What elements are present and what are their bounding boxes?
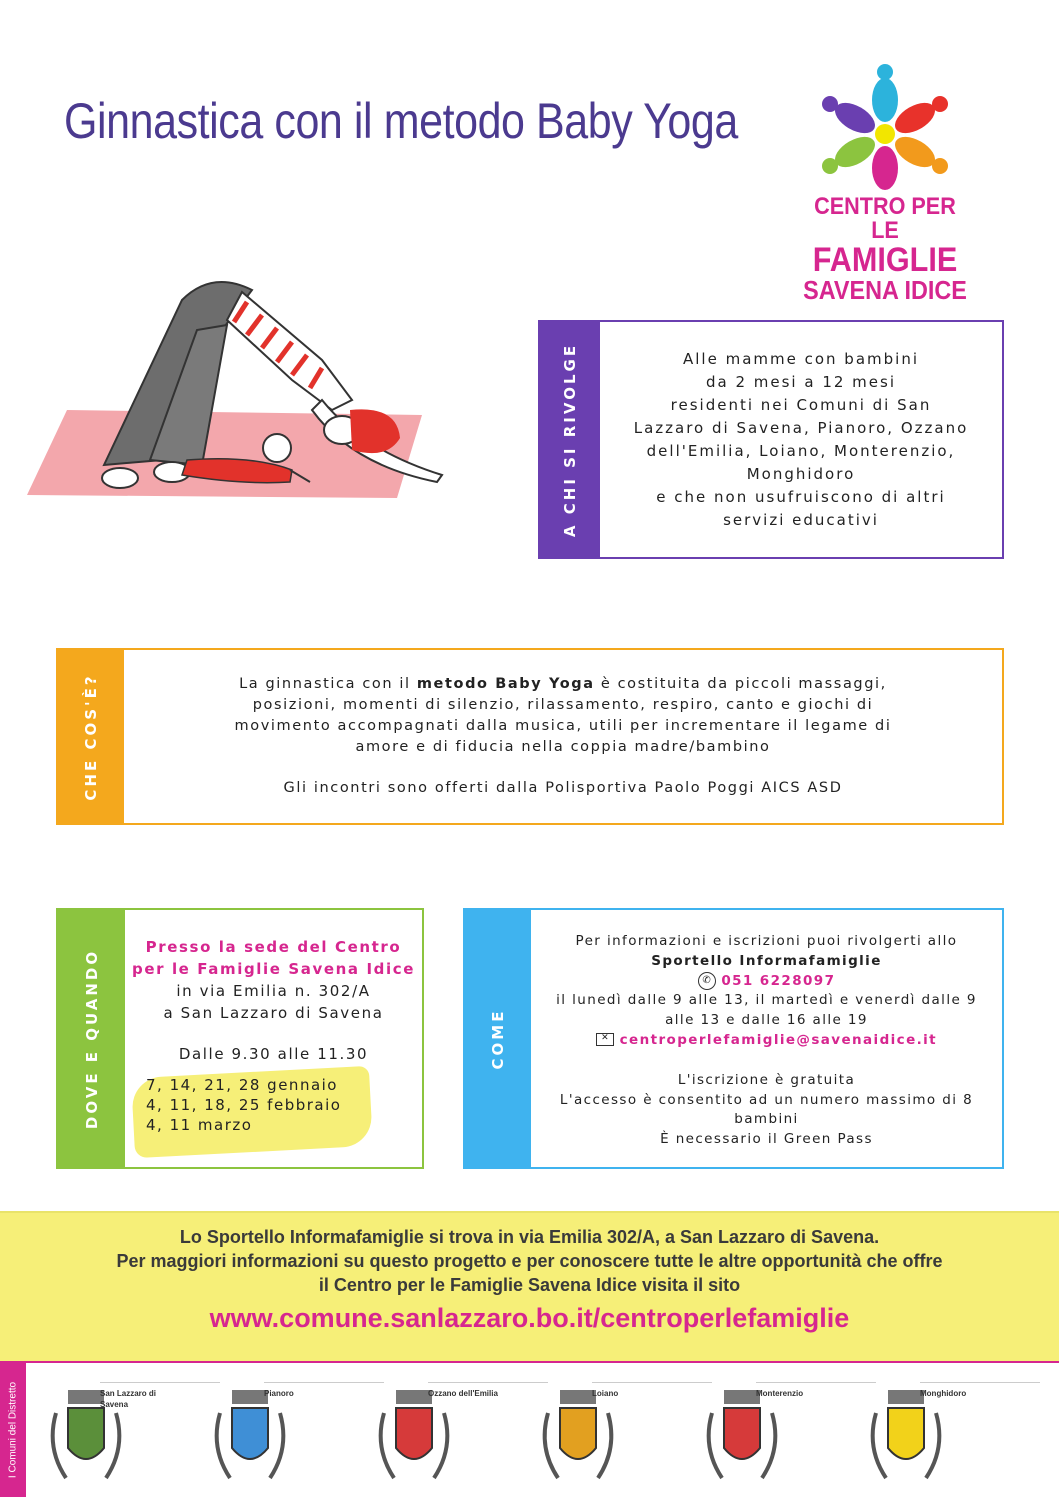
che-cose-line: amore e di fiducia nella coppia madre/bambino <box>355 739 771 755</box>
logo-line-3: SAVENA IDICE <box>803 275 967 305</box>
date-line: 7, 14, 21, 28 gennaio <box>146 1076 338 1094</box>
centro-famiglie-logo <box>790 60 980 305</box>
info-line: Per informazioni e iscrizioni puoi rivolgerti allo <box>575 933 958 949</box>
mail-icon: ✕ <box>596 1033 614 1046</box>
date-line: 4, 11 marzo <box>146 1116 253 1134</box>
crest-label: Ozzano dell'Emilia <box>428 1389 498 1398</box>
dove-quando-tab <box>58 910 125 1167</box>
place-line-1: Presso la sede del Centro <box>145 938 402 956</box>
crest-monterenzio <box>692 1378 832 1490</box>
crest-monghidoro <box>856 1378 996 1490</box>
a-chi-line: Monghidoro <box>746 464 856 483</box>
address-line-1: in via Emilia n. 302/A <box>176 982 371 1000</box>
crest-san-lazzaro <box>36 1378 176 1490</box>
crest-pianoro <box>200 1378 340 1490</box>
crest-label: Monterenzio <box>756 1389 804 1398</box>
che-cose-line: posizioni, momenti di silenzio, rilassamento, respiro, canto e giochi di <box>252 697 874 713</box>
crest-label: Pianoro <box>264 1389 294 1398</box>
comuni-sidebar <box>0 1363 26 1497</box>
footer-line-2: Per maggiori informazioni su questo progetto e per conoscere tutte le altre opportunità che offre <box>116 1251 943 1271</box>
a-chi-line: Lazzaro di Savena, Pianoro, Ozzano <box>633 418 969 437</box>
website-link[interactable]: www.comune.sanlazzaro.bo.it/centroperlefamiglie <box>209 1303 850 1333</box>
intro-text: La ginnastica con il <box>239 676 417 692</box>
flower-logo-icon <box>790 60 980 195</box>
crest-label: Monghidoro <box>920 1389 967 1398</box>
a-chi-si-rivolge-tab <box>540 322 600 557</box>
intro-text-end: è costituita da piccoli massaggi, <box>594 676 887 692</box>
che-cose-intro <box>239 674 887 695</box>
a-chi-line: servizi educativi <box>723 510 879 529</box>
baby-yoga-illustration <box>22 270 462 515</box>
a-chi-line: e che non usufruiscono di altri <box>656 487 946 506</box>
date-line: 4, 11, 18, 25 febbraio <box>146 1096 342 1114</box>
accesso-line: L'accesso è consentito ad un numero massimo di 8 <box>559 1091 974 1108</box>
hours-line: il lunedì dalle 9 alle 13, il martedì e venerdì dalle 9 <box>556 992 977 1009</box>
hours-line: alle 13 e dalle 16 alle 19 <box>665 1012 868 1029</box>
dove-quando-label: DOVE E QUANDO <box>82 948 101 1129</box>
crest-ozzano <box>364 1378 504 1490</box>
sportello-name: Sportello Informafamiglie <box>651 952 882 969</box>
footer-info-band <box>0 1211 1059 1363</box>
place-line-2: per le Famiglie Savena Idice <box>132 960 415 978</box>
crest-loiano <box>528 1378 668 1490</box>
crest-label: San Lazzaro di Savena <box>100 1389 157 1409</box>
crest-label: Loiano <box>592 1389 619 1398</box>
phone-row <box>698 972 836 992</box>
iscrizione-line: L'iscrizione è gratuita <box>677 1071 856 1088</box>
address-line-2: a San Lazzaro di Savena <box>163 1004 384 1022</box>
page-title: Ginnastica con il metodo Baby Yoga <box>64 93 738 149</box>
metodo-bold: metodo Baby Yoga <box>416 676 595 692</box>
a-chi-line: da 2 mesi a 12 mesi <box>705 372 897 391</box>
a-chi-si-rivolge-box <box>538 320 1004 559</box>
che-cose-label: CHE COS'È? <box>82 672 100 801</box>
a-chi-si-rivolge-label: A CHI SI RIVOLGE <box>561 342 579 537</box>
come-box <box>463 908 1004 1169</box>
comuni-label: I Comuni del Distretto <box>7 1381 19 1479</box>
email-row <box>596 1031 937 1051</box>
a-chi-line: Alle mamme con bambini <box>682 349 919 368</box>
che-cose-box <box>56 648 1004 825</box>
a-chi-line: dell'Emilia, Loiano, Monterenzio, <box>646 441 956 460</box>
footer-line-3: il Centro per le Famiglie Savena Idice visita il sito <box>318 1275 741 1295</box>
dove-quando-box <box>56 908 424 1169</box>
come-label: COME <box>489 1008 507 1069</box>
phone-link[interactable]: 051 6228097 <box>721 972 836 989</box>
logo-line-2: FAMIGLIE <box>812 241 958 279</box>
come-tab <box>465 910 531 1167</box>
polisportiva-line: Gli incontri sono offerti dalla Polisportiva Paolo Poggi AICS ASD <box>283 780 843 796</box>
logo-line-1: CENTRO PER LE <box>814 193 956 244</box>
accesso-line: bambini <box>734 1111 799 1128</box>
footer-line-1: Lo Sportello Informafamiglie si trova in via Emilia 302/A, a San Lazzaro di Savena. <box>179 1227 880 1247</box>
che-cose-tab <box>58 650 124 823</box>
phone-icon: ✆ <box>698 972 716 990</box>
che-cose-line: movimento accompagnati dalla musica, utili per incrementare il legame di <box>234 718 892 734</box>
time-line: Dalle 9.30 alle 11.30 <box>178 1045 369 1063</box>
a-chi-line: residenti nei Comuni di San <box>670 395 932 414</box>
email-link[interactable]: centroperlefamiglie@savenaidice.it <box>619 1031 938 1048</box>
green-pass-line: È necessario il Green Pass <box>660 1131 873 1148</box>
